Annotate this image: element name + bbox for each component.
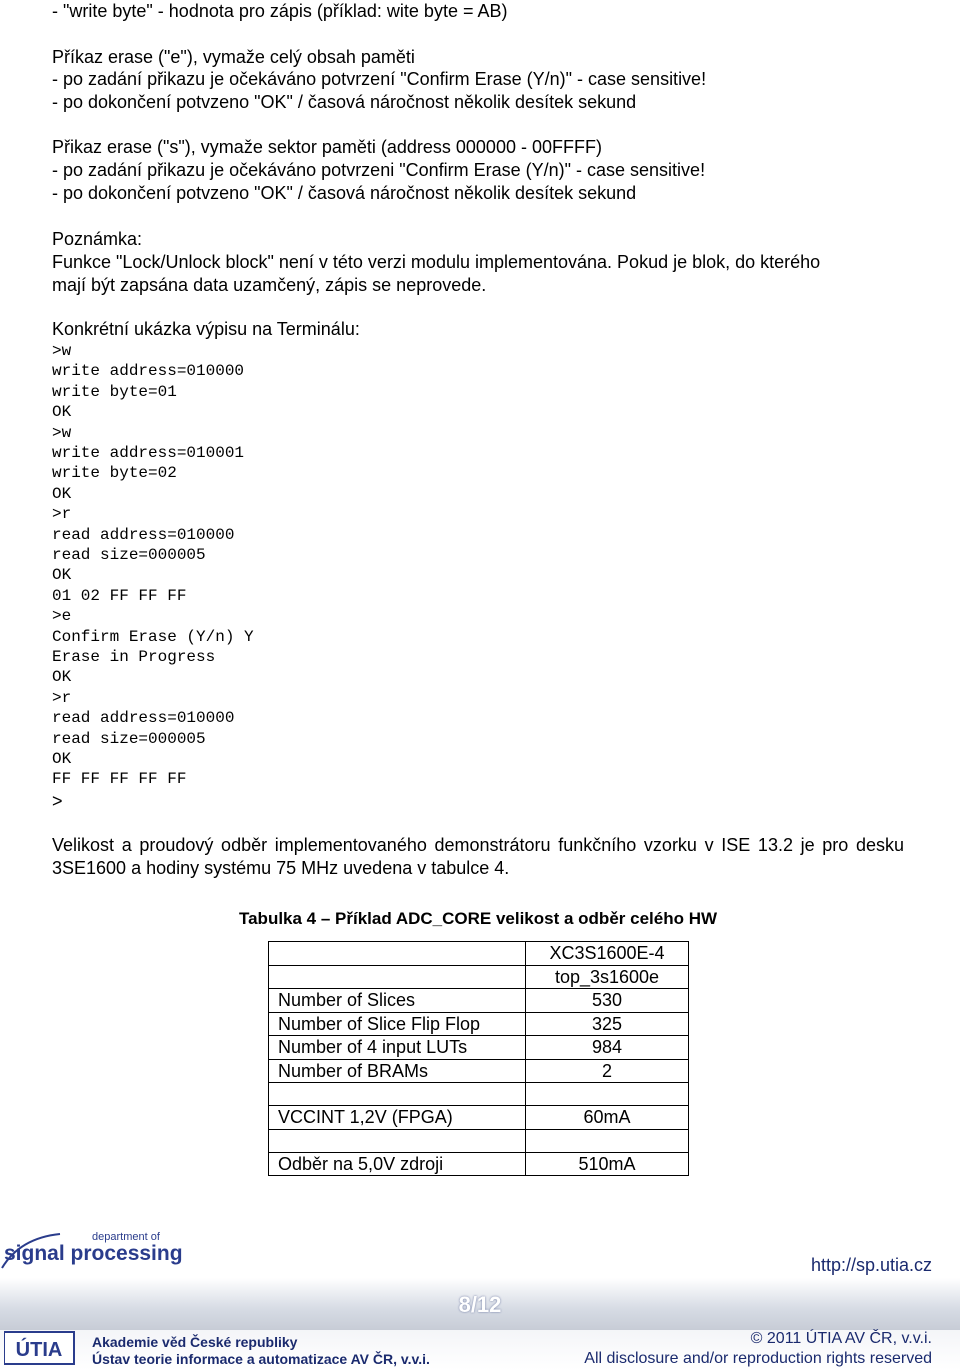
table-row xyxy=(269,1012,689,1036)
table-caption: Tabulka 4 – Příklad ADC_CORE velikost a odběr celého HW xyxy=(238,909,718,928)
copyright-text: © 2011 ÚTIA AV ČR, v.v.i. xyxy=(750,1330,932,1347)
table-cell-value: 60mA xyxy=(526,1106,689,1130)
utia-logo-text: ÚTIA xyxy=(15,1339,63,1361)
terminal-line: write byte=01 xyxy=(52,382,177,401)
text-line: - po dokončení potvzeno "OK" / časová náročnost několik desítek sekund xyxy=(52,92,637,112)
terminal-line: >e xyxy=(52,607,72,626)
table-header-row xyxy=(269,942,689,966)
department-logo xyxy=(0,1228,210,1281)
text-line: Funkce "Lock/Unlock block" není v této verzi modulu implementována. Pokud je blok, do kterého xyxy=(52,252,821,272)
terminal-line: Erase in Progress xyxy=(52,648,216,666)
table-cell-label: Number of Slices xyxy=(269,989,526,1013)
text-line: Příkaz erase ("e"), vymaže celý obsah paměti xyxy=(52,47,415,67)
table-row xyxy=(269,1036,689,1060)
text-line: - po zadání přikazu je očekáváno potvrzení "Confirm Erase (Y/n)" - case sensitive! xyxy=(52,69,707,89)
table-cell-label xyxy=(269,1129,526,1152)
table-cell-value: 2 xyxy=(526,1059,689,1083)
note-heading: Poznámka: xyxy=(52,229,143,249)
table-cell-label: Number of BRAMs xyxy=(269,1059,526,1083)
academy-name xyxy=(92,1334,430,1368)
terminal-line: FF FF FF FF FF xyxy=(52,770,187,789)
table-row xyxy=(269,1106,689,1130)
terminal-line: > xyxy=(52,790,63,811)
terminal-heading: Konkrétní ukázka výpisu na Terminálu: xyxy=(52,319,360,339)
terminal-line: read size=000005 xyxy=(52,546,206,564)
table-row xyxy=(269,1083,689,1106)
academy-line: Ústav teorie informace a automatizace AV ČR, v.v.i. xyxy=(92,1351,430,1367)
terminal-line: 01 02 FF FF FF xyxy=(52,586,187,605)
table-cell-label xyxy=(269,1083,526,1106)
terminal-line: write address=010001 xyxy=(52,444,245,462)
table-cell-value xyxy=(526,1129,689,1152)
table-header-cell: top_3s1600e xyxy=(526,965,689,989)
academy-line: Akademie věd České republiky xyxy=(92,1334,298,1350)
text-line: mají být zapsána data uzamčený, zápis se neprovede. xyxy=(52,275,487,295)
body-paragraph: Velikost a proudový odběr implementovaného demonstrátoru funkčního vzorku v ISE 13.2 je pro desku 3SE1600 a hodiny systému 75 MHz uvedena v tabulce 4. xyxy=(52,835,904,878)
text-line: - po zadání přikazu je očekáváno potvrzeni "Confirm Erase (Y/n)" - case sensitive! xyxy=(52,160,706,180)
terminal-line: write address=010000 xyxy=(52,362,245,381)
table-cell-value: 530 xyxy=(526,989,689,1013)
terminal-line: >w xyxy=(52,423,72,442)
terminal-line: write byte=02 xyxy=(52,464,177,483)
terminal-line: >r xyxy=(52,688,72,707)
table-cell-label: Number of Slice Flip Flop xyxy=(269,1012,526,1036)
copyright-block xyxy=(584,1329,932,1369)
terminal-line: OK xyxy=(52,566,72,585)
terminal-line: read size=000005 xyxy=(52,729,206,748)
terminal-line: >w xyxy=(52,342,72,360)
dept-top-text: department of xyxy=(92,1231,160,1243)
page-number: 8/12 xyxy=(458,1292,502,1317)
dept-name-text: signal processing xyxy=(4,1242,183,1265)
table-cell-label: Number of 4 input LUTs xyxy=(269,1036,526,1060)
terminal-line: read address=010000 xyxy=(52,709,235,728)
table-cell-value xyxy=(526,1083,689,1106)
table-row xyxy=(269,1152,689,1176)
table-row xyxy=(269,989,689,1013)
text-line: - "write byte" - hodnota pro zápis (příklad: wite byte = AB) xyxy=(52,1,508,21)
table-row xyxy=(269,1059,689,1083)
terminal-line: OK xyxy=(52,403,72,422)
terminal-line: OK xyxy=(52,484,72,503)
table-cell-value: 510mA xyxy=(526,1152,689,1176)
table-cell-label: VCCINT 1,2V (FPGA) xyxy=(269,1106,526,1130)
table-header-cell: XC3S1600E-4 xyxy=(526,942,689,966)
utia-logo xyxy=(4,1330,76,1371)
table-cell-label: Odběr na 5,0V zdroji xyxy=(269,1152,526,1176)
table-cell-value: 984 xyxy=(526,1036,689,1060)
table-cell-value: 325 xyxy=(526,1012,689,1036)
table-row xyxy=(269,1129,689,1152)
text-line: Přikaz erase ("s"), vymaže sektor paměti (address 000000 - 00FFFF) xyxy=(52,137,602,157)
terminal-line: >r xyxy=(52,505,72,524)
rights-text: All disclosure and/or reproduction rights reserved xyxy=(584,1350,932,1367)
terminal-line: Confirm Erase (Y/n) Y xyxy=(52,627,254,646)
website-link[interactable]: http://sp.utia.cz xyxy=(810,1255,932,1275)
terminal-line: read address=010000 xyxy=(52,525,235,544)
terminal-line: OK xyxy=(52,668,72,687)
text-line: - po dokončení potvzeno "OK" / časová náročnost několik desítek sekund xyxy=(52,183,637,203)
terminal-line: OK xyxy=(52,750,72,768)
table-header-row xyxy=(269,965,689,989)
hw-table xyxy=(268,941,689,1176)
